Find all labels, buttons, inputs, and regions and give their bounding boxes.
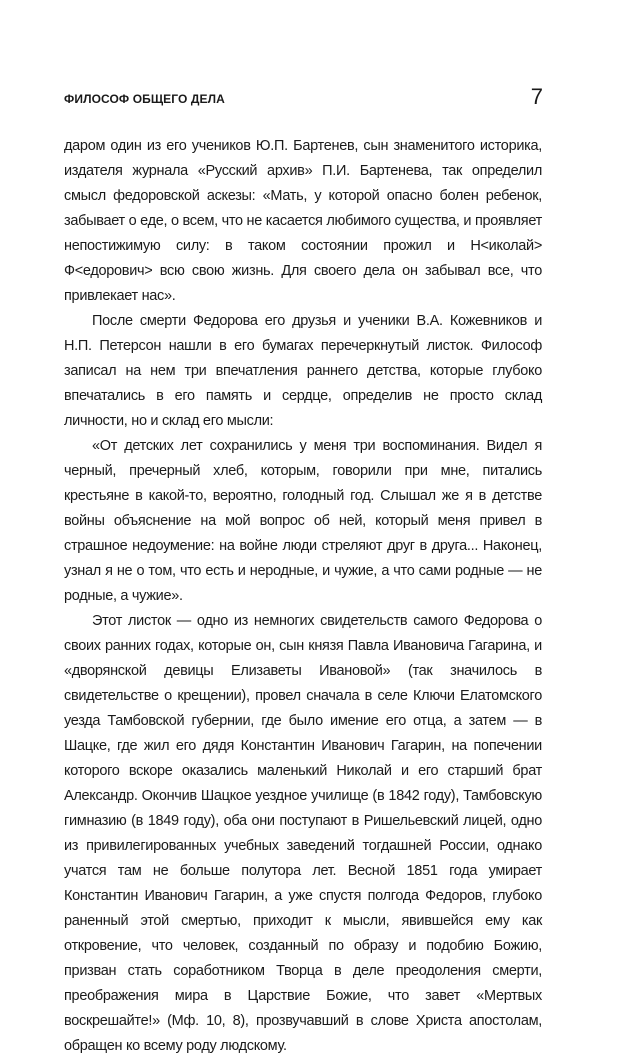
body-text — [64, 134, 542, 1059]
page-number: 7 — [530, 84, 543, 109]
paragraph-continuation: даром один из его учеников Ю.П. Бартенев, сын знаменитого историка, издателя журнала «Русский архив» П.И. Бартенева, так определил смысл федоровской аскезы: «Мать, у которой опасно болен ребенок, забывает о еде, о всем, что не касается любимого существа, и проявляет непостижимую силу: в таком состоянии прожил и Н<иколай> Ф<едорович> всю свою жизнь. Для своего дела он забывал все, что привлекает нас». — [64, 138, 542, 304]
running-title: ФИЛОСОФ ОБЩЕГО ДЕЛА — [64, 92, 225, 106]
paragraph: После смерти Федорова его друзья и ученики В.А. Кожевников и Н.П. Петерсон нашли в его бумагах перечеркнутый листок. Философ записал на нем три впечатления раннего детства, которые глубоко впечатались в его память и сердце, определив не просто склад личности, но и склад его мысли: — [64, 313, 542, 429]
paragraph: Этот листок — одно из немногих свидетельств самого Федорова о своих ранних годах, которые он, сын князя Павла Ивановича Гагарина, и «дворянской девицы Елизаветы Ивановой» (так значилось в свидетельстве о крещении), провел сначала в селе Ключи Елатомского уезда Тамбовской губернии, где было имение его отца, а затем — в Шацке, где жил его дядя Константин Иванович Гагарин, на попечении которого вскоре оказались маленький Николай и его старший брат Александр. Окончив Шацкое уездное училище (в 1842 году), Тамбовскую гимназию (в 1849 году), оба они поступают в Ришельевский лицей, одно из привилегированных учебных заведений тогдашней России, однако учатся там не больше полутора лет. Весной 1851 года умирает Константин Иванович Гагарин, а уже спустя полгода Федоров, глубоко раненный этой смертью, приходит к мысли, явившейся ему как откровение, что человек, созданный по образу и подобию Божию, призван стать соработником Творца в деле преодоления смерти, преображения мира в Царствие Божие, что завет «Мертвых воскрешайте!» (Мф. 10, 8), прозвучавший в слове Христа апостолам, обращен ко всему роду людскому. — [64, 613, 542, 1054]
quotation-paragraph: «От детских лет сохранились у меня три воспоминания. Видел я черный, пречерный хлеб, которым, говорили при мне, питались крестьяне в какой-то, вероятно, голодный год. Слышал же я в детстве войны объяснение на мой вопрос об ней, который меня привел в страшное недоумение: на войне люди стреляют друг в друга... Наконец, узнал я не о том, что есть и неродные, и чужие, а что сами родные — не родные, а чужие». — [64, 438, 542, 604]
